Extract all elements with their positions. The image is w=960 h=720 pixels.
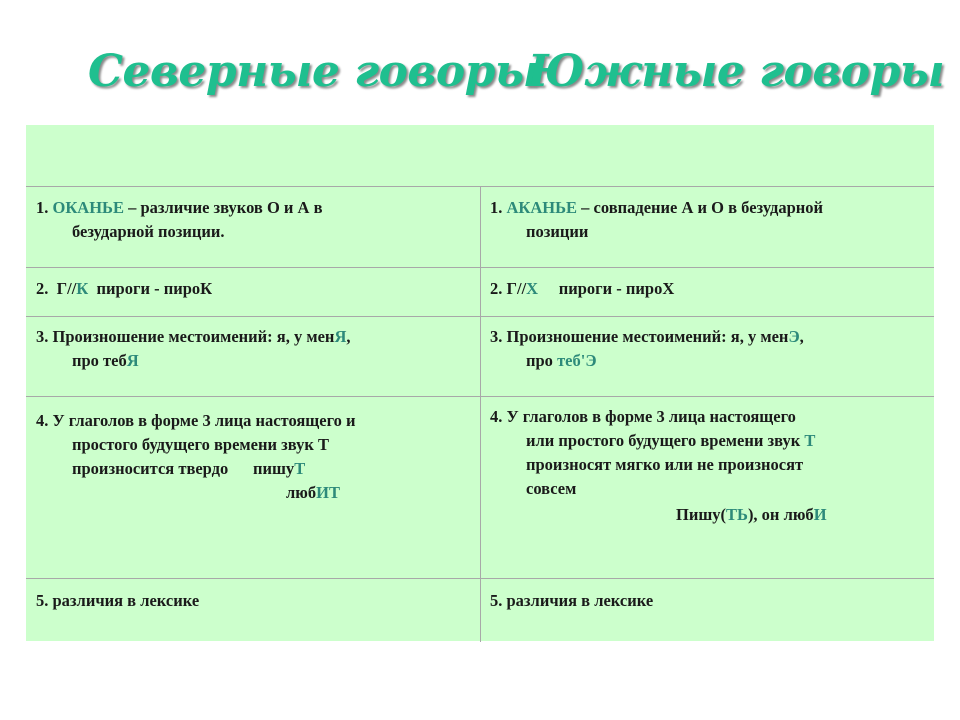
text-part: произносится твердо пишу [72,459,295,478]
heading-southern-dialects: Южные говоры [528,46,945,97]
cell-north-lexicon [36,589,468,613]
text-part: пироги - пиро [538,279,663,298]
text-part: , [799,327,804,346]
term-akanye: АКАНЬЕ [506,198,578,217]
text-part: 3. Произношение местоимений: я, у мен [36,327,335,346]
text-part: 2. Г// [36,279,77,298]
description-text: позиции [526,222,589,241]
text-line: совсем [526,479,577,498]
highlight-letter: Х [526,279,539,298]
cell-north-g-k [36,277,468,301]
text-line: произносят мягко или не произносят [526,455,804,474]
column-divider [480,397,481,579]
highlight-letter: Т [294,459,306,478]
table-row [26,267,934,317]
highlight-letter: Т [804,431,816,450]
text-part: люб [286,483,317,502]
text-part: Х [662,279,675,298]
highlight-letter: Э [788,327,800,346]
comparison-table [26,125,934,641]
text-part: Пишу( [676,505,727,524]
cell-south-pronouns [490,325,926,373]
text-part: про теб [72,351,127,370]
term-okanye: ОКАНЬЕ [52,198,124,217]
cell-north-verbs [36,409,468,505]
text-part: , [346,327,351,346]
text-part: ), он люб [747,505,814,524]
heading-northern-dialects: Северные говоры [88,46,540,97]
table-header-row [26,125,934,186]
highlight-letter: теб'Э [557,351,597,370]
cell-south-g-h [490,277,926,301]
text-line: 5. различия в лексике [490,591,654,610]
text-part: 3. Произношение местоимений: я, у мен [490,327,789,346]
description-text: безударной позиции. [72,222,225,241]
column-divider [480,187,481,268]
cell-south-akanye [490,196,926,244]
highlight-letter: Я [334,327,347,346]
column-divider [480,579,481,642]
text-part: или простого будущего времени звук [526,431,805,450]
text-part: пироги - пиро [88,279,201,298]
highlight-letter: ИТ [316,483,340,502]
column-divider [480,317,481,397]
table-row [26,396,934,579]
text-line: 5. различия в лексике [36,591,200,610]
column-divider [480,268,481,317]
item-number: 1. [36,198,49,217]
text-line: 4. У глаголов в форме 3 лица настоящего [490,407,796,426]
highlight-letter: Я [126,351,139,370]
item-number: 1. [490,198,503,217]
table-row [26,316,934,397]
highlight-letter: К [76,279,89,298]
highlight-letter: ТЬ [726,505,748,524]
cell-north-okanye [36,196,468,244]
table-row [26,578,934,642]
highlight-letter: И [813,505,827,524]
text-line: 4. У глаголов в форме 3 лица настоящего и [36,411,356,430]
description-text: – совпадение А и О в безударной [577,198,824,217]
text-part: К [200,279,213,298]
text-part: 2. Г// [490,279,527,298]
cell-south-lexicon [490,589,926,613]
text-line: простого будущего времени звук Т [72,435,329,454]
cell-south-verbs [490,405,926,527]
text-part: про [526,351,558,370]
table-row [26,186,934,268]
description-text: – различие звуков О и А в [123,198,323,217]
cell-north-pronouns [36,325,468,373]
